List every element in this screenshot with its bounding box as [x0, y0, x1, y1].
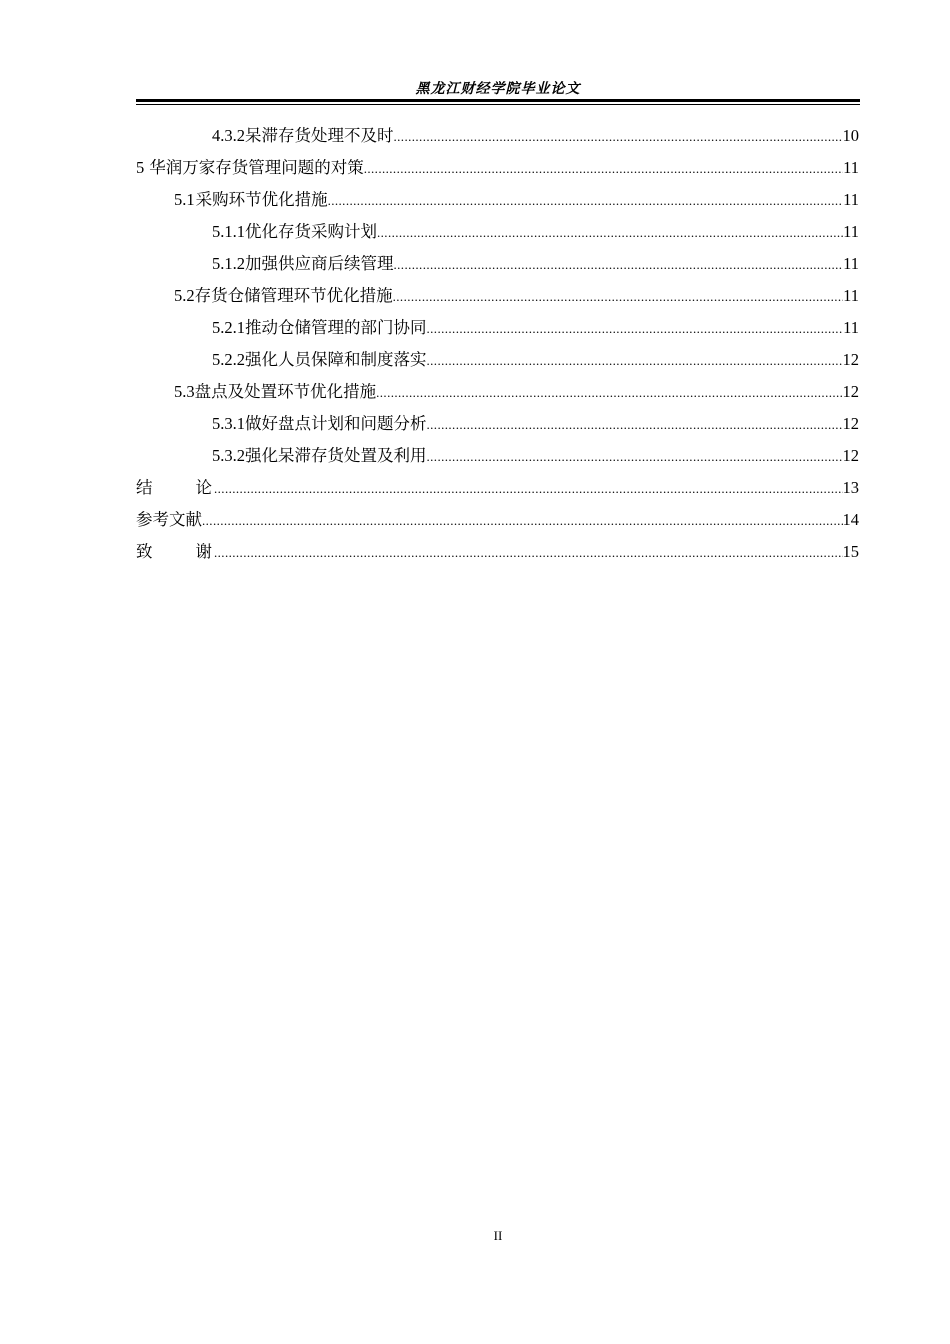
toc-entry-title: 呆滞存货处理不及时 [245, 126, 394, 145]
toc-dot-leader [364, 153, 843, 185]
toc-entry-title-char: 论 [195, 478, 212, 497]
toc-dot-leader [393, 281, 843, 313]
toc-dot-leader [394, 121, 843, 153]
toc-entry-5[interactable] [136, 152, 859, 184]
toc-entry-page: 11 [843, 318, 859, 337]
toc-entry-number: 5.1.2 [212, 254, 245, 273]
toc-entry-conclusion[interactable] [136, 472, 859, 504]
toc-entry-number: 5.2.1 [212, 318, 245, 337]
toc-entry-page: 11 [843, 286, 859, 305]
toc-entry-number: 5.3 [174, 382, 195, 401]
toc-entry-page: 11 [843, 254, 859, 273]
toc-entry-page: 11 [843, 158, 859, 177]
document-header-title: 黑龙江财经学院毕业论文 [415, 81, 581, 97]
toc-dot-leader [328, 185, 844, 217]
toc-entry-title: 加强供应商后续管理 [245, 254, 394, 273]
toc-entry-number: 5.1 [174, 190, 195, 209]
toc-dot-leader [394, 249, 844, 281]
toc-dot-leader [377, 217, 843, 249]
toc-entry-references[interactable] [136, 504, 859, 536]
toc-entry-number: 5 [136, 158, 145, 177]
toc-entry-title: 存货仓储管理环节优化措施 [194, 286, 393, 305]
toc-entry-4-3-2[interactable] [136, 120, 859, 152]
toc-entry-title: 做好盘点计划和问题分析 [245, 414, 427, 433]
toc-entry-title: 华润万家存货管理问题的对策 [149, 158, 364, 177]
toc-entry-page: 14 [842, 510, 859, 529]
toc-entry-title: 优化存货采购计划 [245, 222, 377, 241]
toc-dot-leader [427, 345, 843, 377]
toc-dot-leader [376, 377, 842, 409]
toc-entry-page: 12 [842, 446, 859, 465]
toc-dot-leader [214, 537, 843, 569]
toc-entry-title-char: 致 [136, 542, 153, 561]
toc-entry-page: 12 [842, 414, 859, 433]
toc-entry-acknowledgements[interactable] [136, 536, 859, 568]
toc-entry-number: 5.3.1 [212, 414, 245, 433]
toc-entry-title: 参考文献 [136, 510, 202, 529]
page-number: II [493, 1228, 503, 1243]
toc-entry-page: 11 [843, 190, 859, 209]
toc-entry-number: 5.1.1 [212, 222, 245, 241]
toc-entry-5-3[interactable] [136, 376, 859, 408]
toc-entry-title: 强化呆滞存货处置及利用 [245, 446, 427, 465]
toc-entry-number: 5.3.2 [212, 446, 245, 465]
toc-entry-5-1-2[interactable] [136, 248, 859, 280]
header-rule-thick [136, 99, 860, 102]
toc-dot-leader [202, 505, 843, 537]
toc-entry-page: 11 [843, 222, 859, 241]
toc-entry-5-2[interactable] [136, 280, 859, 312]
toc-entry-title-char: 谢 [195, 542, 212, 561]
toc-entry-number: 5.2 [174, 286, 195, 305]
toc-entry-5-2-2[interactable] [136, 344, 859, 376]
toc-entry-page: 15 [842, 542, 859, 561]
toc-entry-page: 12 [842, 350, 859, 369]
toc-entry-5-3-1[interactable] [136, 408, 859, 440]
toc-entry-number: 4.3.2 [212, 126, 245, 145]
toc-entry-number: 5.2.2 [212, 350, 245, 369]
toc-dot-leader [427, 409, 843, 441]
toc-entry-title: 采购环节优化措施 [195, 190, 328, 209]
toc-entry-5-1[interactable] [136, 184, 859, 216]
toc-entry-page: 13 [842, 478, 859, 497]
table-of-contents [136, 120, 859, 568]
toc-dot-leader [214, 473, 843, 505]
toc-entry-title-char: 结 [136, 478, 153, 497]
header-rule-thin [136, 104, 860, 105]
toc-entry-title: 盘点及处置环节优化措施 [194, 382, 377, 401]
toc-entry-page: 10 [842, 126, 859, 145]
toc-entry-page: 12 [842, 382, 859, 401]
toc-entry-title: 推动仓储管理的部门协同 [245, 318, 427, 337]
toc-entry-5-2-1[interactable] [136, 312, 859, 344]
toc-dot-leader [427, 441, 843, 473]
toc-entry-title [136, 472, 214, 504]
toc-dot-leader [427, 313, 844, 345]
toc-entry-5-1-1[interactable] [136, 216, 859, 248]
toc-entry-title: 强化人员保障和制度落实 [245, 350, 427, 369]
toc-entry-title [136, 536, 214, 568]
toc-entry-5-3-2[interactable] [136, 440, 859, 472]
